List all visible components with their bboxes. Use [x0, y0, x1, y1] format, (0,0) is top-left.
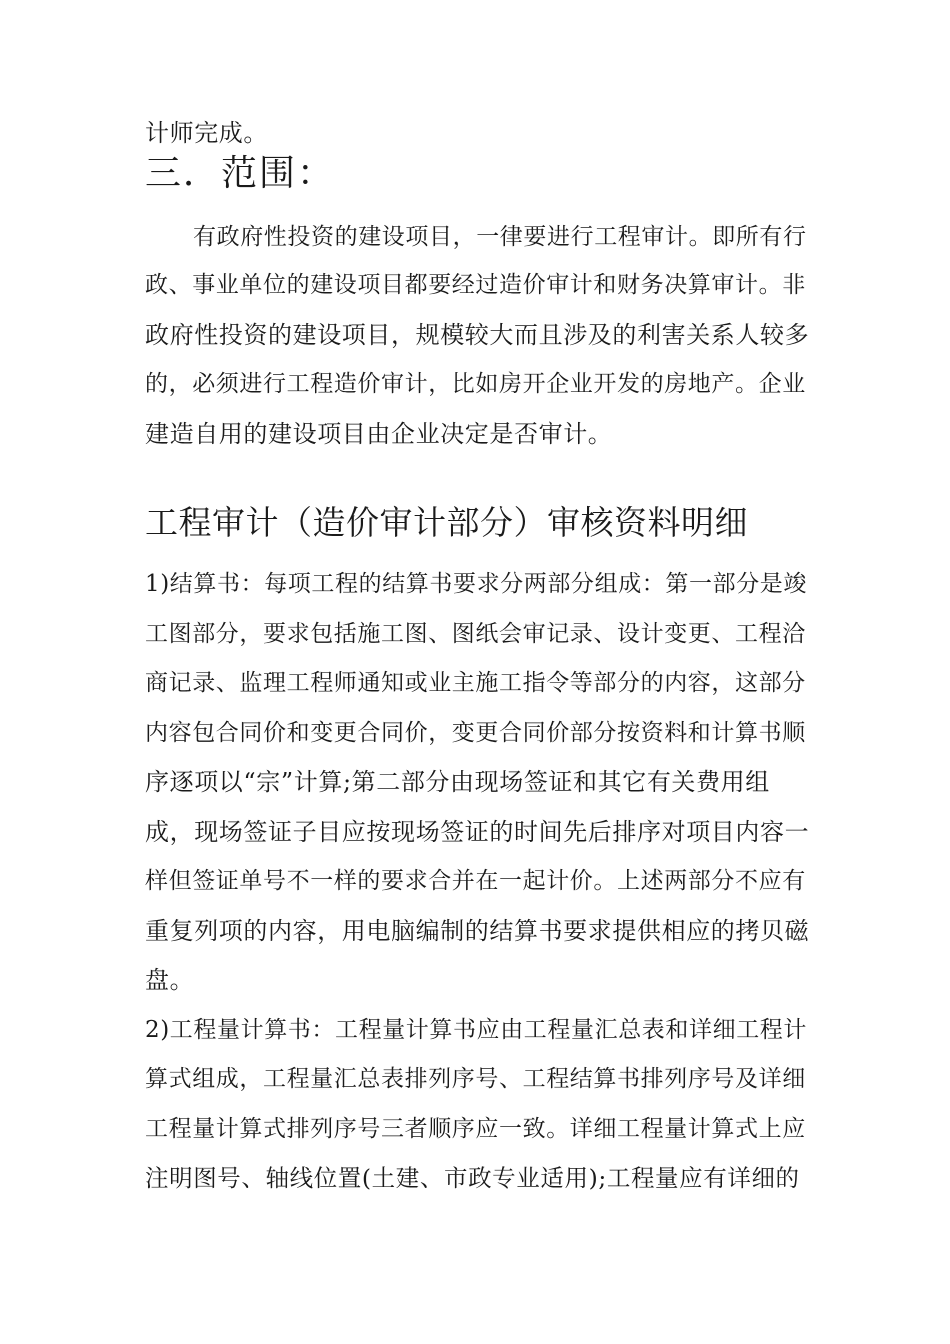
paragraph-line: 有政府性投资的建设项目，一律要进行工程审计。即所有行 [193, 224, 807, 250]
paragraph-line: 工程量计算式排列序号三者顺序应一致。详细工程量计算式上应 [145, 1116, 806, 1142]
paragraph-line: 样但签证单号不一样的要求合并在一起计价。上述两部分不应有 [145, 868, 806, 894]
paragraph-line: 盘。 [145, 966, 195, 994]
continuation-line: 计师完成。 [145, 119, 268, 147]
paragraph-line: 2)工程量计算书：工程量计算书应由工程量汇总表和详细工程计 [145, 1017, 808, 1043]
paragraph-line: 1)结算书：每项工程的结算书要求分两部分组成：第一部分是竣 [145, 571, 808, 597]
paragraph-line: 算式组成，工程量汇总表排列序号、工程结算书排列序号及详细 [145, 1066, 806, 1092]
paragraph-line: 商记录、监理工程师通知或业主施工指令等部分的内容，这部分 [145, 670, 806, 696]
paragraph-line: 政、事业单位的建设项目都要经过造价审计和财务决算审计。非 [145, 272, 806, 298]
paragraph-line: 序逐项以“宗”计算;第二部分由现场签证和其它有关费用组 [145, 768, 770, 796]
paragraph-line: 工图部分，要求包括施工图、图纸会审记录、设计变更、工程洽 [145, 621, 806, 647]
paragraph-line: 注明图号、轴线位置(土建、市政专业适用);工程量应有详细的 [145, 1164, 800, 1192]
paragraph-line: 重复列项的内容，用电脑编制的结算书要求提供相应的拷贝磁 [145, 917, 810, 945]
paragraph-line: 成，现场签证子目应按现场签证的时间先后排序对项目内容一 [145, 818, 810, 846]
document-title: 工程审计（造价审计部分）审核资料明细 [145, 503, 748, 542]
paragraph-line: 政府性投资的建设项目，规模较大而且涉及的利害关系人较多 [145, 321, 810, 349]
section-heading: 三．范围： [145, 153, 336, 194]
paragraph-line: 的，必须进行工程造价审计，比如房开企业开发的房地产。企业 [145, 371, 806, 397]
paragraph-line: 建造自用的建设项目由企业决定是否审计。 [145, 420, 613, 448]
paragraph-line: 内容包合同价和变更合同价，变更合同价部分按资料和计算书顺 [145, 720, 806, 746]
